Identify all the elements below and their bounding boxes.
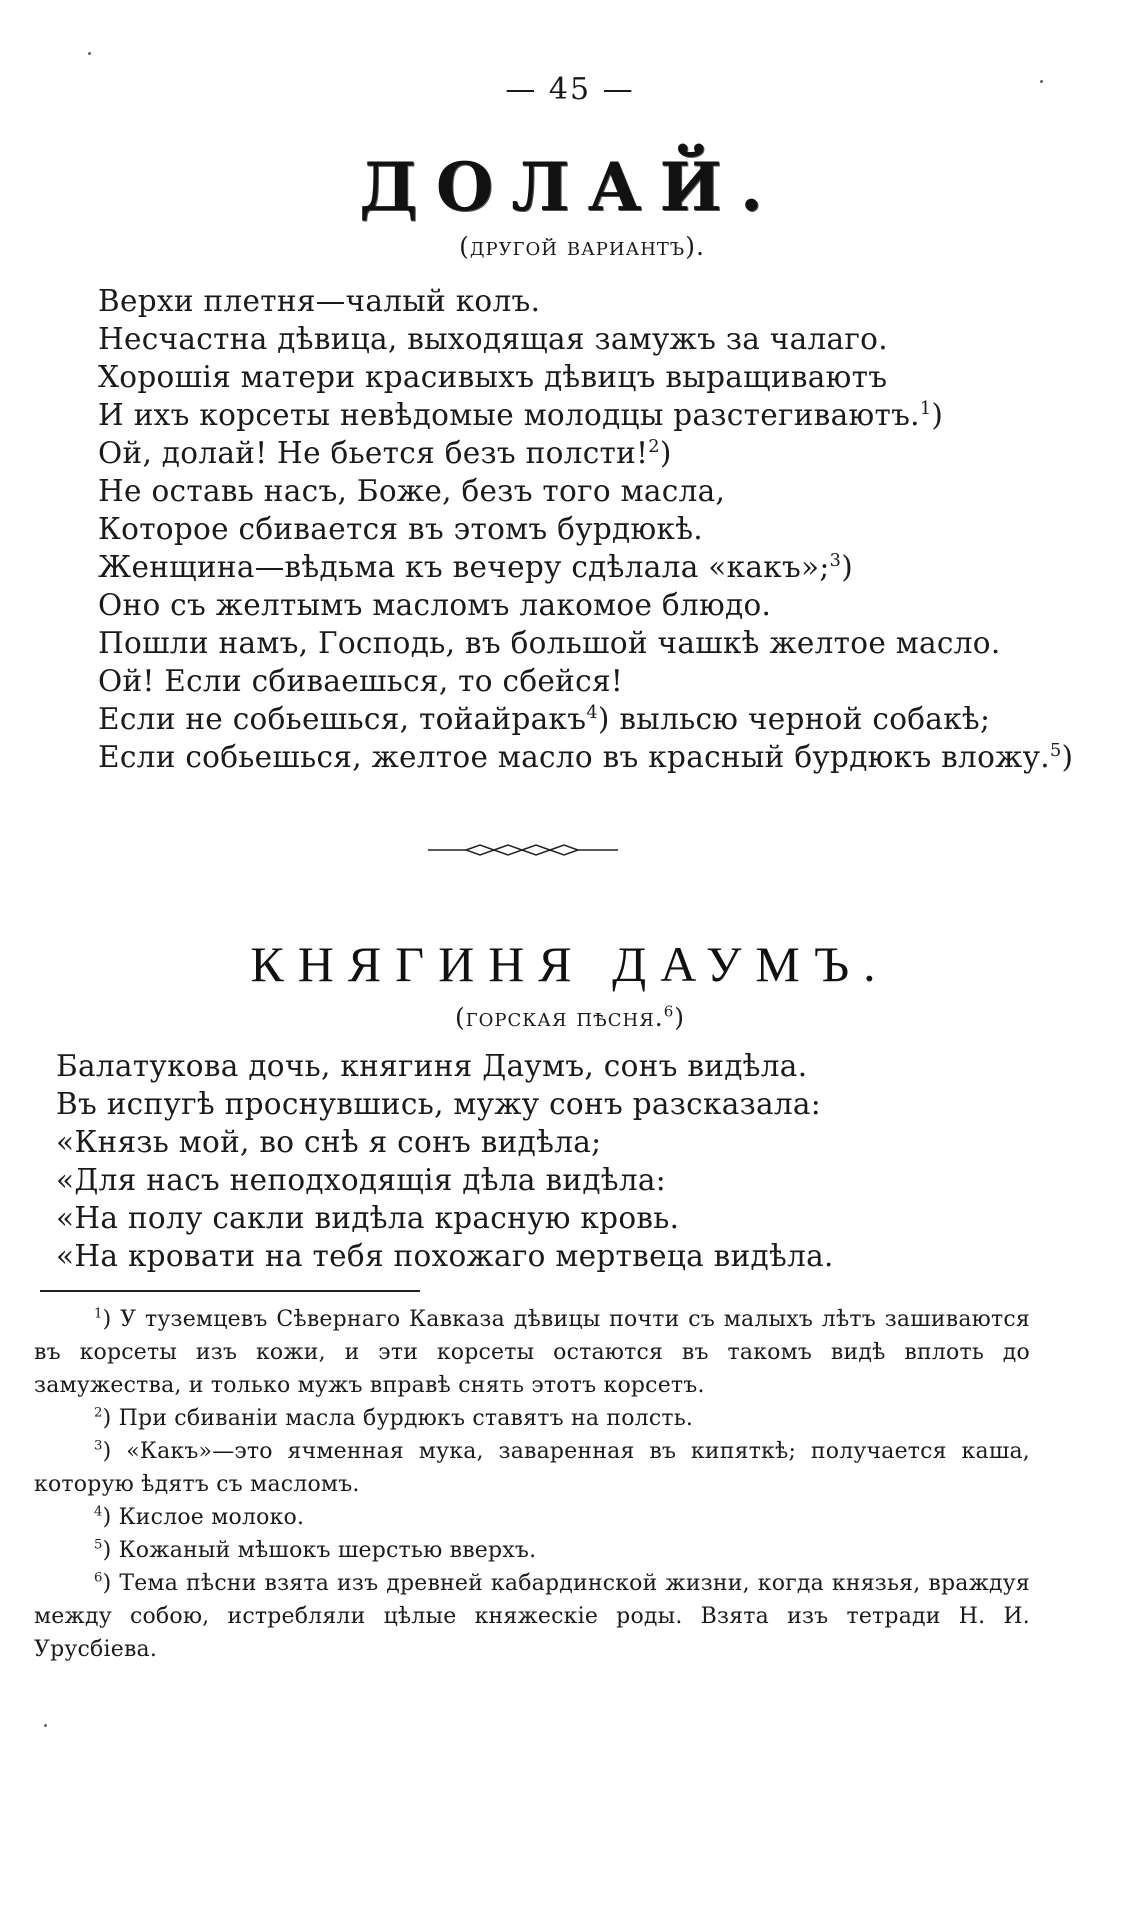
footnote-text: Тема пѣсни взята изъ древней кабардинской жизни, когда князья, враждуя между собою, истребляли цѣлые княжескіе роды. Взята изъ тетради Н. И. Урусбіева. <box>34 1571 1030 1662</box>
footnote-text: Кислое молоко. <box>118 1505 305 1530</box>
verse-text-tail: ) <box>1061 740 1074 774</box>
verse-line <box>98 510 1048 548</box>
paper-speck <box>1040 80 1043 83</box>
verse-text: Если не собьешься, тойайракъ <box>98 702 587 736</box>
poem-knyaginya-daum-verses <box>56 1047 1006 1275</box>
footnote-text: У туземцевъ Сѣвернаго Кавказа дѣвицы почти съ малыхъ лѣтъ зашиваются въ корсеты изъ кожи, и эти корсеты остаются въ такомъ видѣ вплоть до замужества, и только мужъ вправѣ снять этотъ корсетъ. <box>34 1307 1030 1398</box>
verse-line <box>98 434 1048 472</box>
verse-text: Оно съ желтымъ масломъ лакомое блюдо. <box>98 588 772 622</box>
paper-speck <box>88 52 91 55</box>
footnote-mark: 4 <box>94 1504 103 1520</box>
footnote-ref: 3 <box>829 551 842 572</box>
footnote <box>34 1501 1030 1534</box>
verse-text: Женщина—вѣдьма къ вечеру сдѣлала «какъ»; <box>98 550 830 584</box>
verse-text: Хорошія матери красивыхъ дѣвицъ выращиваютъ <box>98 360 888 394</box>
verse-line: «Князь мой, во снѣ я сонъ видѣла; <box>56 1125 602 1159</box>
footnote-text: «Какъ»—это ячменная мука, заваренная въ кипяткѣ; получается каша, которую ѣдятъ съ масломъ. <box>34 1439 1030 1497</box>
footnote <box>34 1567 1030 1666</box>
verse-line <box>98 586 1048 624</box>
verse-text: Если собьешься, желтое масло въ красный бурдюкъ вложу. <box>98 740 1050 774</box>
verse-text-tail: ) <box>841 550 854 584</box>
verse-line <box>98 662 1048 700</box>
verse-text: Верхи плетня—чалый колъ. <box>98 284 541 318</box>
verse-text: Которое сбивается въ этомъ бурдюкѣ. <box>98 512 703 546</box>
footnote-mark: 1 <box>94 1306 103 1322</box>
footnote-ref: 4 <box>586 703 598 724</box>
verse-line <box>98 738 1074 776</box>
poem-title-knyaginya-daum: КНЯГИНЯ ДАУМЪ. <box>250 936 890 992</box>
footnote-paren: ) <box>102 1571 120 1596</box>
verse-text: Ой, долай! Не бьется безъ полсти! <box>98 436 649 470</box>
footnotes <box>34 1303 1030 1666</box>
verse-line <box>98 472 1048 510</box>
verse-line: «На полу сакли видѣла красную кровь. <box>56 1201 680 1235</box>
verse-text: Не оставь насъ, Боже, безъ того масла, <box>98 474 726 508</box>
verse-text-tail: ) <box>931 398 944 432</box>
footnote-ref: 1 <box>919 399 932 420</box>
footnote-paren: ) <box>102 1538 119 1563</box>
verse-line <box>98 358 1048 396</box>
footnote-ref: 5 <box>1049 741 1062 762</box>
verse-text-tail: ) <box>659 436 672 470</box>
verse-text: Пошли намъ, Господь, въ большой чашкѣ желтое масло. <box>98 626 1001 660</box>
verse-text: Ой! Если сбиваешься, то сбейся! <box>98 664 624 698</box>
poem-dolay-verses <box>98 282 1074 776</box>
poem-subtitle-close: ) <box>674 1003 686 1032</box>
paper-speck <box>44 1724 47 1727</box>
footnote-separator <box>40 1290 420 1292</box>
footnote-ref: 6 <box>663 1002 675 1021</box>
footnote <box>34 1402 1030 1435</box>
verse-text: Несчастна дѣвица, выходящая замужъ за чалаго. <box>98 322 888 356</box>
verse-line <box>98 700 1048 738</box>
footnote-paren: ) <box>102 1505 119 1530</box>
poem-subtitle-text: (горская пѣсня. <box>454 1003 664 1032</box>
verse-text-tail: ) выльсю черной собакѣ; <box>597 702 991 736</box>
poem-subtitle-dolay: (другой вариантъ). <box>459 232 705 261</box>
footnote-paren: ) <box>102 1307 121 1332</box>
footnote <box>34 1435 1030 1501</box>
verse-line: Балатукова дочь, княгиня Даумъ, сонъ видѣла. <box>56 1049 808 1083</box>
footnote-text: Кожаный мѣшокъ шерстью вверхъ. <box>118 1538 537 1563</box>
footnote-paren: ) <box>102 1439 127 1464</box>
footnote-mark: 5 <box>94 1537 103 1553</box>
footnote-mark: 6 <box>94 1570 103 1586</box>
poem-title-dolay: ДОЛАЙ. <box>359 148 781 226</box>
footnote-text: При сбиваніи масла бурдюкъ ставятъ на полсть. <box>118 1406 694 1431</box>
page-number: — 45 — <box>505 72 635 107</box>
footnote-paren: ) <box>102 1406 119 1431</box>
footnote-ref: 2 <box>648 437 660 458</box>
footnote-mark: 2 <box>94 1405 103 1421</box>
verse-line: «На кровати на тебя похожаго мертвеца видѣла. <box>56 1239 834 1273</box>
footnote <box>34 1303 1030 1402</box>
verse-line: «Для насъ неподходящія дѣла видѣла: <box>56 1163 667 1197</box>
verse-line <box>98 624 1048 662</box>
verse-line <box>98 548 1048 586</box>
verse-text: И ихъ корсеты невѣдомые молодцы разстегиваютъ. <box>98 398 920 432</box>
section-divider-ornament <box>428 843 618 857</box>
verse-line <box>98 396 1048 434</box>
verse-line <box>98 320 1048 358</box>
verse-line <box>98 282 1048 320</box>
footnote <box>34 1534 1030 1567</box>
footnote-mark: 3 <box>94 1438 103 1454</box>
poem-subtitle-knyaginya-daum <box>0 1003 1140 1032</box>
verse-line: Въ испугѣ проснувшись, мужу сонъ разсказала: <box>56 1087 822 1121</box>
